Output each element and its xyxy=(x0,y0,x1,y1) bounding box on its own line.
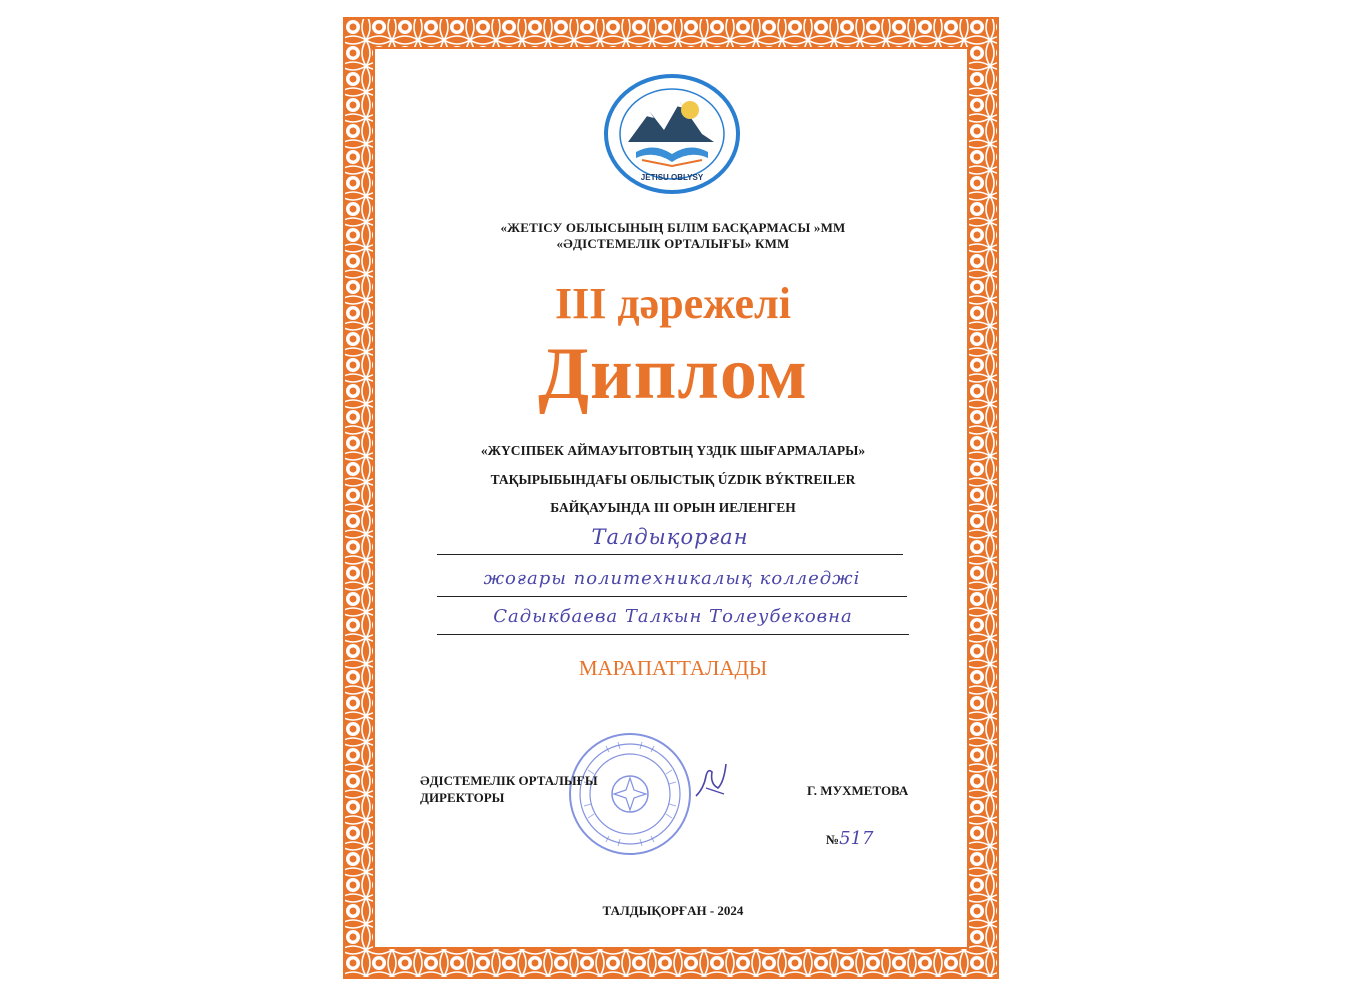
description-line-1: «ЖҮСІПБЕК АЙМАУЫТОВТЫҢ ҮЗДІК ШЫҒАРМАЛАРЫ» xyxy=(480,443,866,458)
footer-city-year: ТАЛДЫҚОРҒАН - 2024 xyxy=(602,903,744,918)
regional-logo xyxy=(602,72,742,196)
number-value: 517 xyxy=(839,828,874,849)
awarded-text: МАРАПАТТАЛАДЫ xyxy=(578,656,768,680)
diploma-title: Диплом xyxy=(538,333,808,415)
number-prefix: № xyxy=(826,832,840,847)
signer-title xyxy=(420,772,598,806)
recipient-line-1: Талдықорған xyxy=(437,520,903,555)
recipient-line-3: Садыкбаева Талкын Толеубековна xyxy=(437,600,909,635)
organization-line-2: «ӘДІСТЕМЕЛІК ОРТАЛЫҒЫ» КММ xyxy=(556,236,790,251)
certificate-number xyxy=(826,828,873,849)
logo-text: JETISU OBLYSY xyxy=(640,173,704,182)
description-line-3: БАЙҚАУЫНДА III ОРЫН ИЕЛЕНГЕН xyxy=(550,500,796,515)
degree-title: III дәрежелі xyxy=(555,279,791,328)
description-line-2: ТАҚЫРЫБЫНДАҒЫ ОБЛЫСТЫҚ ÚZDIK BÝKTREILER xyxy=(490,472,856,487)
signer-title-line-2: ДИРЕКТОРЫ xyxy=(420,790,505,805)
signature xyxy=(690,758,730,804)
recipient-line-2: жоғары политехникалық колледжі xyxy=(437,562,907,597)
signer-title-line-1: ӘДІСТЕМЕЛІК ОРТАЛЫҒЫ xyxy=(420,773,598,788)
signer-name: Г. МУХМЕТОВА xyxy=(807,783,909,798)
organization-line-1: «ЖЕТІСУ ОБЛЫСЫНЫҢ БІЛІМ БАСҚАРМАСЫ »ММ xyxy=(500,220,846,235)
